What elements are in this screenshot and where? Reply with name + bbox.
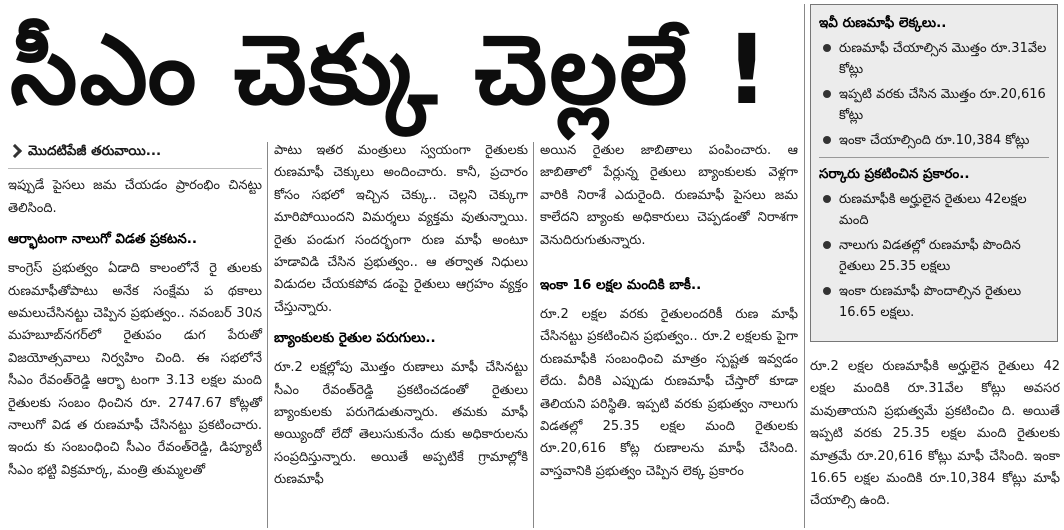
article-column-1 (8, 140, 262, 482)
subheading: ఆర్భాటంగా నాలుగో విడత ప్రకటన.. (8, 231, 198, 248)
paragraph: పాటు ఇతర మంత్రులు స్వయంగా రైతులకు రుణమాఫీ చెక్కులు అందించారు. కానీ, ప్రచారం కోసం సభలో ఇచ్చిన చెక్కు.. చెల్లని చెక్కుగా మారిపోయిందని విమర్శలు వ్యక్తమ వుతున్నాయి. రైతు పండుగ సందర్భంగా రుణ మాఫీ అంటూ హడావిడి చేసిన ప్రభుత్వం.. ఆ తర్వాత నిధులు విడుదల చేయకపోవ డంపై రైతులు ఆగ్రహం వ్యక్తం చేస్తున్నారు. (274, 143, 528, 315)
article-column-3 (540, 140, 798, 483)
column-divider (533, 142, 534, 528)
column-divider (267, 142, 268, 528)
chevron-right-icon (8, 144, 22, 158)
paragraph: రూ.2 లక్షల్లోపు మొత్తం రుణాలు మాఫీ చేసినట్టు సీఎం రేవంత్‌రెడ్డి ప్రకటించడంతో రైతులు బ్యాంకులకు పరుగెడుతున్నారు. తమకు మాఫీ అయ్యిందో లేదో తెలుసుకునేం దుకు అధికారులను సంప్రదిస్తున్నారు. అయితే అప్పటికే గ్రామాల్లోకి రుణమాఫీ (274, 360, 528, 488)
continued-label: మొదటిపేజీ తరువాయి... (28, 143, 162, 159)
divider (819, 157, 1049, 158)
subheading: ఇంకా 16 లక్షల మందికి బాకీ.. (540, 277, 702, 294)
list-item: రుణమాఫీకి అర్హులైన రైతులు 42లక్షల మంది (819, 189, 1049, 231)
continued-from-front-page (8, 140, 262, 162)
list-item: ఇంకా చేయాల్సింది రూ.10,384 కోట్లు (819, 130, 1049, 151)
box-heading: ఇవీ రుణమాఫీ లెక్కలు.. (819, 15, 947, 31)
box-heading: సర్కారు ప్రకటించిన ప్రకారం.. (819, 166, 970, 182)
paragraph: కాంగ్రెస్ ప్రభుత్వం ఏడాది కాలంలోనే రై తులకు రుణమాఫీతోపాటు అనేక సంక్షేమ ప థకాలు అమలుచేసినట్టు చెప్పిన ప్రభుత్వం.. నవంబర్ 30న మహబూబ్‌నగర్‌లో రైతుపం డుగ పేరుతో విజయోత్సవాలు నిర్వహిం చింది. ఈ సభలోనే సీఎం రేవంత్‌రెడ్డి ఆర్భా టంగా 3.13 లక్షల మంది రైతులకు సంబం ధించిన రూ. 2747.67 కోట్లతో నాలుగో విడ త రుణమాఫీ చేసినట్టు ప్రకటించారు. ఇందు కు సంబంధించి సీఎం రేవంత్‌రెడ్డి, డిప్యూటీ సీఎం భట్టి విక్రమార్క, మంత్రి తుమ్మలతో (8, 261, 262, 478)
divider (8, 168, 262, 169)
loan-waiver-figures-box (810, 4, 1058, 342)
subheading: బ్యాంకులకు రైతుల పరుగులు.. (274, 330, 436, 347)
article-column-2 (274, 140, 528, 492)
figures-list (819, 38, 1049, 151)
list-item: రుణమాఫీ చేయాల్సిన మొత్తం రూ.31వేల కోట్లు (819, 38, 1049, 80)
list-item: ఇప్పటి వరకు చేసిన మొత్తం రూ.20,616 కోట్లు (819, 84, 1049, 126)
headline: సీఎం చెక్కు చెల్లలే ! (10, 14, 771, 126)
paragraph: రూ.2 లక్షల రుణమాఫీకి అర్హులైన రైతులు 42 లక్షల మందికి రూ.31వేల కోట్లు అవసర మవుతాయని ప్రభుత్వమే ప్రకటించిం ది. అయితే ఇప్పటి వరకు 25.35 లక్షల మంది రైతులకు మాత్రమే రూ.20,616 కోట్లు మాఫీ చేసింది. ఇంకా 16.65 లక్షల మందికి రూ.10,384 కోట్లు మాఫీ చేయాల్సి ఉంది. (810, 359, 1060, 509)
list-item: ఇంకా రుణమాఫీ పొందాల్సిన రైతులు 16.65 లక్షలు. (819, 281, 1049, 323)
column-divider (804, 4, 805, 528)
figures-list (819, 189, 1049, 323)
article-column-4 (810, 356, 1060, 513)
paragraph: ఇప్పుడే పైసలు జమ చేయడం ప్రారంభిం చినట్టు తెలిసింది. (8, 178, 262, 216)
list-item: నాలుగు విడతల్లో రుణమాఫీ పొందిన రైతులు 25.35 లక్షలు (819, 235, 1049, 277)
paragraph: అయిన రైతుల జాబితాలు పంపించారు. ఆ జాబితాలో పేర్లున్న రైతులు బ్యాంకులకు వెళ్లగా వారికి నిరాశే ఎదురైంది. రుణమాఫీ పైసలు జమ కాలేదని బ్యాంకు అధికారులు చెప్పడంతో నిరాశగా వెనుదిరుగుతున్నారు. (540, 143, 798, 248)
paragraph: రూ.2 లక్షల వరకు రైతులందరికీ రుణ మాఫీ చేసినట్టు ప్రకటించిన ప్రభుత్వం.. రూ.2 లక్షలకు పైగా రుణమాఫీకి సంబంధించి మాత్రం స్పష్టత ఇవ్వడం లేదు. వీరికి ఎప్పుడు రుణమాఫీ చేస్తారో కూడా తెలియని పరిస్థితి. ఇప్పటి వరకు ప్రభుత్వం నాలుగు విడతల్లో 25.35 లక్షల మంది రైతులకు రూ.20,616 కోట్ల రుణాలను మాఫీ చేసింది. వాస్తవానికి ప్రభుత్వం చెప్పిన లెక్క ప్రకారం (540, 307, 798, 479)
